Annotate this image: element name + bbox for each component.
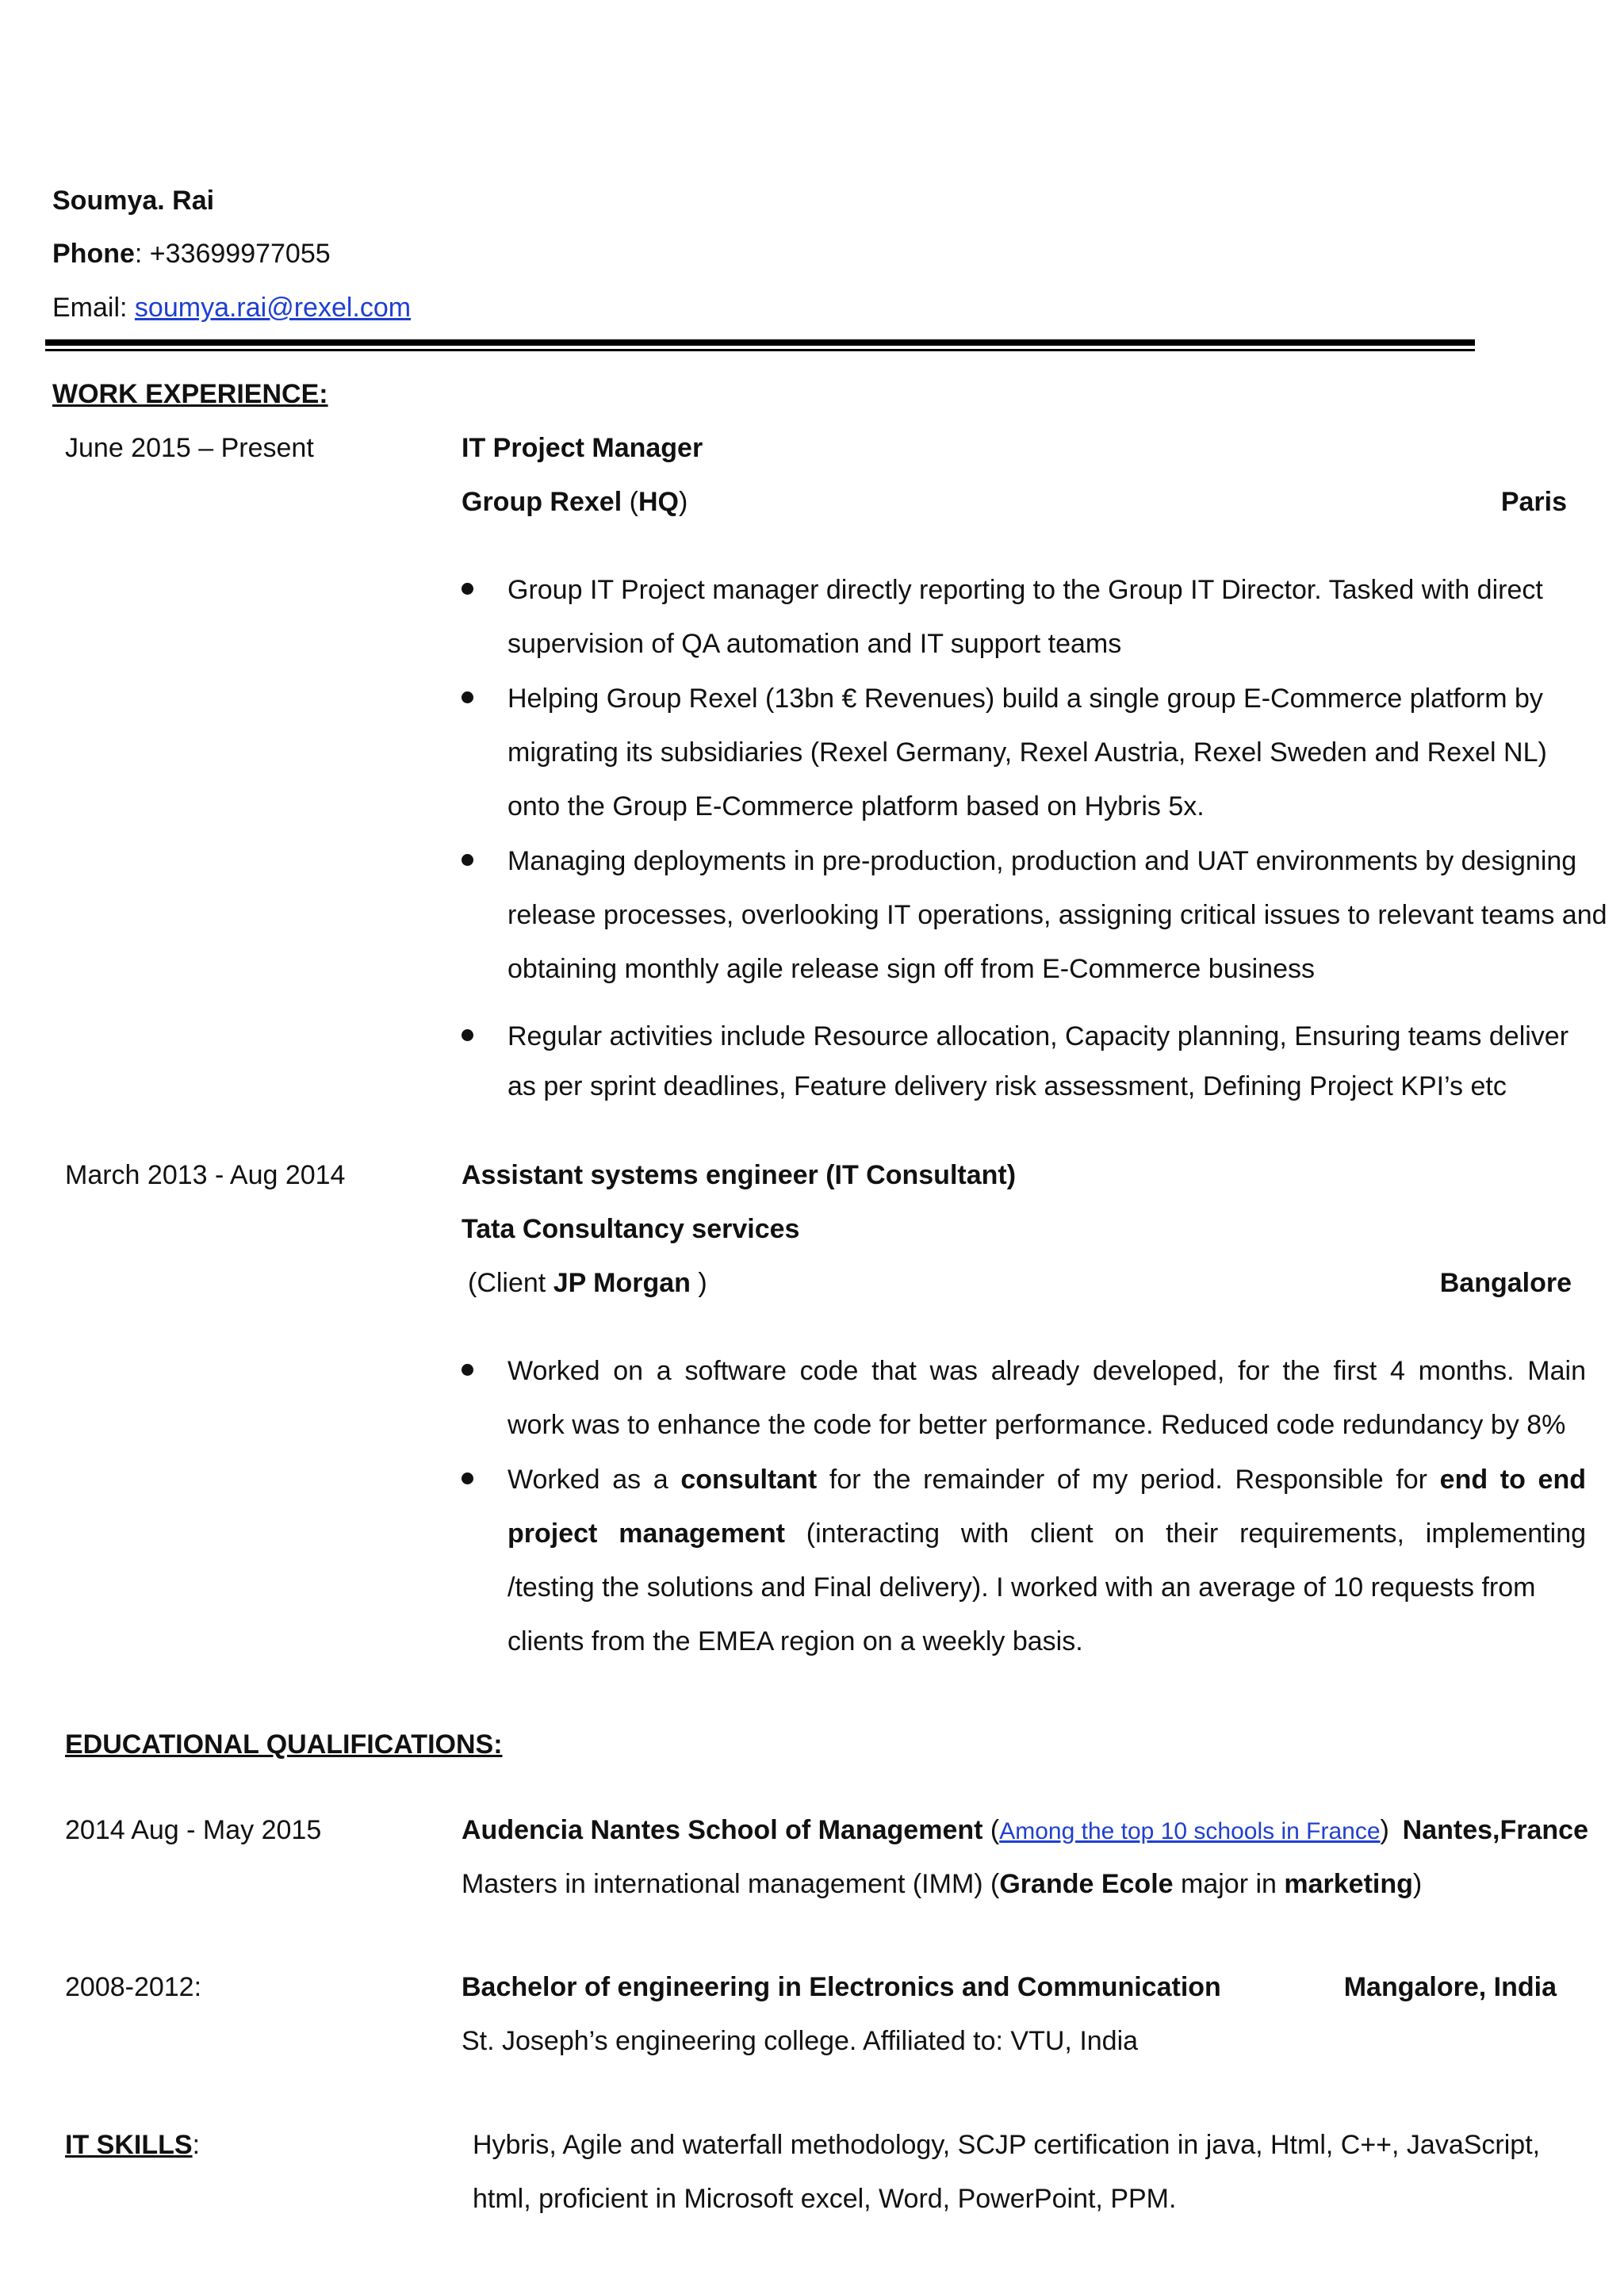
bullet-icon — [462, 691, 473, 703]
job-1-bullet-2-line-3: onto the Group E-Commerce platform based on Hybris 5x. — [508, 791, 1205, 821]
job-2-bullet-1-line-2: work was to enhance the code for better performance. Reduced code redundancy by 8% — [508, 1410, 1566, 1440]
job-1-bullet-2-line-2: migrating its subsidiaries (Rexel Germany, Rexel Austria, Rexel Sweden and Rexel NL) — [508, 737, 1547, 768]
job-2-company: Tata Consultancy services — [462, 1214, 800, 1244]
email-label: Email: — [52, 293, 135, 323]
job-1-location: Paris — [1500, 487, 1567, 517]
job-1-bullet-1-line-2: supervision of QA automation and IT support teams — [508, 629, 1122, 659]
job-2-dates: March 2013 - Aug 2014 — [65, 1160, 346, 1190]
skills-line-2: html, proficient in Microsoft excel, Word, PowerPoint, PPM. — [473, 2184, 1177, 2214]
edu-2-location: Mangalore, India — [1343, 1972, 1557, 2002]
job-2-title: Assistant systems engineer (IT Consultant) — [462, 1160, 1017, 1190]
skills-line-1: Hybris, Agile and waterfall methodology, SCJP certification in java, Html, C++, JavaScript, — [473, 2130, 1541, 2160]
bullet-icon — [462, 583, 473, 595]
phone-value: : +33699977055 — [134, 239, 331, 269]
job-2-bullet-1-line-1: Worked on a software code that was already developed, for the first 4 months. Main — [508, 1356, 1586, 1386]
job-1-bullet-1-line-1: Group IT Project manager directly reporting to the Group IT Director. Tasked with direct — [508, 575, 1543, 605]
job-1-bullet-4-line-1: Regular activities include Resource allocation, Capacity planning, Ensuring teams deliver — [508, 1021, 1569, 1051]
bullet-icon — [462, 1364, 473, 1376]
header-divider-thin — [45, 349, 1475, 351]
work-experience-heading: WORK EXPERIENCE: — [52, 379, 328, 409]
job-2-client: (Client JP Morgan ) — [468, 1268, 707, 1298]
edu-2-college: St. Joseph’s engineering college. Affiliated to: VTU, India — [462, 2026, 1139, 2056]
job-1-bullet-4-line-2: as per sprint deadlines, Feature delivery risk assessment, Defining Project KPI’s etc — [508, 1071, 1507, 1101]
job-2-bullet-2-line-4: clients from the EMEA region on a weekly basis. — [508, 1626, 1083, 1656]
email-link[interactable]: soumya.rai@rexel.com — [134, 293, 412, 323]
edu-2-degree: Bachelor of engineering in Electronics and Communication — [462, 1972, 1221, 2002]
job-1-bullet-3-line-3: obtaining monthly agile release sign off from E-Commerce business — [508, 954, 1315, 984]
edu-2-dates: 2008-2012: — [65, 1972, 202, 2002]
job-1-bullet-3-line-2: release processes, overlooking IT operations, assigning critical issues to relevant teams and — [508, 900, 1607, 930]
job-1-bullet-2-line-1: Helping Group Rexel (13bn € Revenues) build a single group E-Commerce platform by — [508, 684, 1543, 714]
edu-1-degree: Masters in international management (IMM) (Grande Ecole major in marketing) — [462, 1869, 1423, 1899]
job-1-bullet-3-line-1: Managing deployments in pre-production, production and UAT environments by designing — [508, 846, 1577, 876]
email-line — [52, 294, 411, 321]
header-divider-thick — [45, 339, 1475, 346]
candidate-name: Soumya. Rai — [52, 186, 215, 216]
education-heading: EDUCATIONAL QUALIFICATIONS: — [65, 1729, 503, 1760]
ranking-link[interactable]: Among the top 10 schools in France — [999, 1818, 1381, 1844]
edu-1-dates: 2014 Aug - May 2015 — [65, 1815, 322, 1845]
job-2-bullet-2-line-1: Worked as a consultant for the remainder of my period. Responsible for end to end — [508, 1465, 1586, 1495]
bullet-icon — [462, 1029, 473, 1041]
job-2-bullet-2-line-2: project management (interacting with client on their requirements, implementing — [508, 1518, 1587, 1549]
bullet-icon — [462, 1473, 473, 1484]
edu-1-location: Nantes,France — [1402, 1815, 1588, 1845]
bullet-icon — [462, 854, 473, 866]
job-1-company: Group Rexel (HQ) — [462, 487, 688, 517]
skills-heading: IT SKILLS: — [65, 2130, 201, 2160]
job-1-title: IT Project Manager — [462, 433, 703, 463]
job-1-dates: June 2015 – Present — [65, 433, 314, 463]
job-2-location: Bangalore — [1439, 1268, 1572, 1298]
job-2-bullet-2-line-3: /testing the solutions and Final delivery). I worked with an average of 10 requests from — [508, 1572, 1536, 1603]
phone-line — [52, 240, 331, 267]
edu-1-school: Audencia Nantes School of Management (Among the top 10 schools in France) — [462, 1815, 1389, 1845]
phone-label: Phone — [52, 239, 135, 269]
